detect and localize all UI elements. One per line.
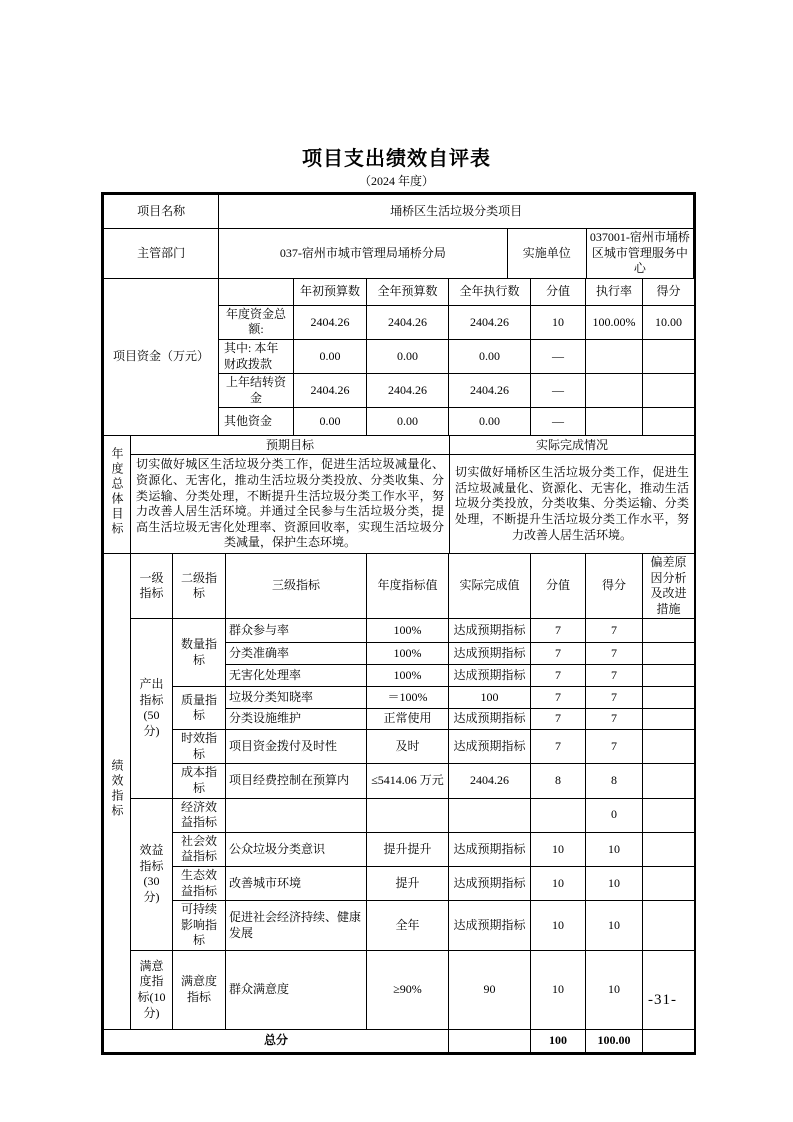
indicator-target: 提升: [367, 867, 449, 901]
indicator-score: 7: [586, 619, 643, 643]
indicator-points: 7: [531, 730, 586, 764]
fund-score: [643, 408, 695, 436]
indicator-score: 10: [586, 951, 643, 1030]
fund-value: 0.00: [294, 339, 367, 373]
fund-value: 0.00: [367, 339, 449, 373]
indicator-points: 8: [531, 764, 586, 798]
header-deviation: 偏差原因分析及改进措施: [643, 553, 695, 618]
indicator-row: [104, 901, 695, 951]
indicator-name: 项目经费控制在预算内: [226, 764, 367, 798]
indicator-name: 项目资金拨付及时性: [226, 730, 367, 764]
indicator-target: ≤5414.06 万元: [367, 764, 449, 798]
level1-satisfaction-indicator: 满意度指标(10分): [131, 951, 173, 1030]
self-evaluation-table: [101, 192, 696, 1055]
level1-output-indicator: 产出指标(50分): [131, 619, 173, 798]
level2-sustainable-impact-indicator: 可持续影响指标: [173, 901, 226, 951]
indicator-row: [104, 798, 695, 832]
document-title: 项目支出绩效自评表: [302, 148, 491, 170]
indicator-score: 10: [586, 867, 643, 901]
funds-header-points: 分值: [531, 278, 586, 305]
fund-row-label: 年度资金总额:: [219, 305, 294, 339]
level2-ecological-benefit-indicator: 生态效益指标: [173, 867, 226, 901]
funds-header-score: 得分: [643, 278, 695, 305]
fund-points: —: [531, 408, 586, 436]
level1-benefit-indicator: 效益指标(30分): [131, 798, 173, 950]
fund-value: 2404.26: [449, 374, 531, 408]
indicators-side-label: [104, 553, 131, 1029]
actual-completion-header: 实际完成情况: [450, 436, 695, 455]
level2-social-benefit-indicator: 社会效益指标: [173, 832, 226, 866]
funds-section: [103, 278, 695, 437]
indicator-actual: 100: [449, 687, 531, 709]
indicator-row: [104, 687, 695, 709]
indicator-name: 促进社会经济持续、健康发展: [226, 901, 367, 951]
fund-value: 0.00: [449, 339, 531, 373]
indicator-actual: 达成预期指标: [449, 643, 531, 665]
indicator-target: [367, 798, 449, 832]
level2-cost-indicator: 成本指标: [173, 764, 226, 798]
indicator-points: 10: [531, 832, 586, 866]
indicator-name: 群众满意度: [226, 951, 367, 1030]
fund-value: 2404.26: [367, 305, 449, 339]
indicator-target: ＝100%: [367, 687, 449, 709]
actual-completion-text: 切实做好埇桥区生活垃圾分类工作，促进生活垃圾减量化、资源化、无害化，推动生活垃圾分类投放，分类收集、分类运输、分类处理，不断提升生活垃圾分类工作水平，努力改善人居生活环境。: [450, 455, 695, 554]
indicator-target: 及时: [367, 730, 449, 764]
indicator-name: 分类准确率: [226, 643, 367, 665]
header-points: 分值: [531, 553, 586, 618]
header-actual-value: 实际完成值: [449, 553, 531, 618]
table-row: [104, 195, 694, 229]
page-number: -31-: [648, 992, 677, 1008]
total-label: 总分: [104, 1030, 449, 1053]
indicator-note: [643, 832, 695, 866]
fund-points: 10: [531, 305, 586, 339]
funds-section-label: 项目资金（万元）: [104, 278, 219, 436]
funds-header-annual-budget: 全年预算数: [367, 278, 449, 305]
indicator-actual: 90: [449, 951, 531, 1030]
header-target-value: 年度指标值: [367, 553, 449, 618]
fund-row-label: 其他资金: [219, 408, 294, 436]
dept-value: 037-宿州市城市管理局埇桥分局: [219, 229, 507, 279]
fund-row-label: 其中: 本年财政拨款: [219, 339, 294, 373]
total-points: 100: [531, 1030, 586, 1053]
indicator-name: 改善城市环境: [226, 867, 367, 901]
indicator-points: 7: [531, 709, 586, 730]
indicator-target: 100%: [367, 665, 449, 687]
indicator-row: [104, 867, 695, 901]
indicator-points: 10: [531, 951, 586, 1030]
funds-header-initial-budget: 年初预算数: [294, 278, 367, 305]
total-row: [104, 1030, 695, 1053]
fund-value: 2404.26: [294, 305, 367, 339]
fund-points: —: [531, 339, 586, 373]
fund-value: 2404.26: [367, 374, 449, 408]
indicator-target: 100%: [367, 643, 449, 665]
info-section: [103, 194, 694, 279]
indicator-points: 7: [531, 687, 586, 709]
funds-header-row: [104, 278, 695, 305]
indicator-actual: 2404.26: [449, 764, 531, 798]
total-score: 100.00: [586, 1030, 643, 1053]
impl-unit-label: 实施单位: [507, 229, 586, 279]
impl-unit-value: 037001-宿州市埇桥区城市管理服务中心: [586, 229, 693, 279]
indicator-name: 群众参与率: [226, 619, 367, 643]
indicator-score: 8: [586, 764, 643, 798]
indicator-note: [643, 951, 695, 1030]
indicator-score: 7: [586, 687, 643, 709]
indicators-header-row: [104, 553, 695, 618]
indicator-actual: 达成预期指标: [449, 867, 531, 901]
indicator-name: [226, 798, 367, 832]
project-name-label: 项目名称: [104, 195, 219, 229]
indicator-actual: 达成预期指标: [449, 730, 531, 764]
level2-timeliness-indicator: 时效指标: [173, 730, 226, 764]
indicator-note: [643, 798, 695, 832]
header-level2: 二级指标: [173, 553, 226, 618]
dept-label: 主管部门: [104, 229, 219, 279]
indicator-actual: [449, 798, 531, 832]
indicator-score: 10: [586, 832, 643, 866]
fund-value: 0.00: [367, 408, 449, 436]
header-score: 得分: [586, 553, 643, 618]
indicator-actual: 达成预期指标: [449, 901, 531, 951]
total-actual: [449, 1030, 531, 1053]
fund-value: 0.00: [294, 408, 367, 436]
indicator-note: [643, 643, 695, 665]
fund-execution-rate: [586, 408, 643, 436]
level2-quality-indicator: 质量指标: [173, 687, 226, 730]
fund-execution-rate: [586, 374, 643, 408]
indicator-points: 7: [531, 619, 586, 643]
indicator-target: 正常使用: [367, 709, 449, 730]
header-level1: 一级指标: [131, 553, 173, 618]
indicator-actual: 达成预期指标: [449, 619, 531, 643]
level2-economic-benefit-indicator: 经济效益指标: [173, 798, 226, 832]
funds-header-blank: [219, 278, 294, 305]
fund-score: [643, 374, 695, 408]
indicator-row: [104, 832, 695, 866]
table-row: [104, 229, 694, 279]
total-note: [643, 1030, 695, 1053]
fund-value: 2404.26: [294, 374, 367, 408]
indicator-name: 垃圾分类知晓率: [226, 687, 367, 709]
indicator-row: [104, 951, 695, 1030]
indicator-note: [643, 619, 695, 643]
project-name-value: 埇桥区生活垃圾分类项目: [219, 195, 694, 229]
fund-value: 0.00: [449, 408, 531, 436]
fund-score: [643, 339, 695, 373]
indicator-note: [643, 709, 695, 730]
document-subtitle: （2024 年度）: [358, 174, 434, 188]
goals-header-row: [104, 436, 695, 455]
indicator-points: 10: [531, 867, 586, 901]
indicator-name: 分类设施维护: [226, 709, 367, 730]
indicator-note: [643, 687, 695, 709]
indicator-points: 7: [531, 643, 586, 665]
level2-quantity-indicator: 数量指标: [173, 619, 226, 687]
indicator-points: 7: [531, 665, 586, 687]
fund-points: —: [531, 374, 586, 408]
indicator-target: 100%: [367, 619, 449, 643]
performance-indicator-vertical-label: 绩效指标: [110, 759, 124, 820]
indicator-row: [104, 764, 695, 798]
indicator-name: 无害化处理率: [226, 665, 367, 687]
indicators-section: [103, 553, 695, 1053]
fund-value: 2404.26: [449, 305, 531, 339]
indicator-target: ≥90%: [367, 951, 449, 1030]
fund-execution-rate: [586, 339, 643, 373]
indicator-row: [104, 730, 695, 764]
expected-goal-header: 预期目标: [131, 436, 450, 455]
funds-header-executed: 全年执行数: [449, 278, 531, 305]
indicator-note: [643, 764, 695, 798]
indicator-score: 7: [586, 643, 643, 665]
fund-row-label: 上年结转资金: [219, 374, 294, 408]
goals-row-label: [104, 436, 131, 554]
indicator-name: 公众垃圾分类意识: [226, 832, 367, 866]
indicator-actual: 达成预期指标: [449, 665, 531, 687]
goals-section: [103, 435, 695, 554]
funds-header-execution-rate: 执行率: [586, 278, 643, 305]
indicator-score: 10: [586, 901, 643, 951]
indicator-points: [531, 798, 586, 832]
indicator-target: 提升提升: [367, 832, 449, 866]
indicator-points: 10: [531, 901, 586, 951]
indicator-score: 7: [586, 709, 643, 730]
indicator-note: [643, 901, 695, 951]
indicator-note: [643, 730, 695, 764]
indicator-actual: 达成预期指标: [449, 709, 531, 730]
indicator-actual: 达成预期指标: [449, 832, 531, 866]
indicator-note: [643, 867, 695, 901]
expected-goal-text: 切实做好城区生活垃圾分类工作，促进生活垃圾减量化、资源化、无害化，推动生活垃圾分类投放、分类收集、分类运输、分类处理，不断提升生活垃圾分类工作水平，努力改善人居生活环境。并通过全民参与生活垃圾分类，提高生活垃圾无害化处理率、资源回收率，实现生活垃圾分类减量，保护生态环境。: [131, 455, 450, 554]
annual-goal-vertical-label: 年度总体目标: [110, 447, 124, 538]
indicator-note: [643, 665, 695, 687]
indicator-score: 7: [586, 665, 643, 687]
level2-satisfaction-indicator: 满意度指标: [173, 951, 226, 1030]
indicator-score: 0: [586, 798, 643, 832]
indicator-target: 全年: [367, 901, 449, 951]
header-level3: 三级指标: [226, 553, 367, 618]
fund-score: 10.00: [643, 305, 695, 339]
indicator-score: 7: [586, 730, 643, 764]
goals-content-row: [104, 455, 695, 554]
indicator-row: [104, 619, 695, 643]
fund-execution-rate: 100.00%: [586, 305, 643, 339]
